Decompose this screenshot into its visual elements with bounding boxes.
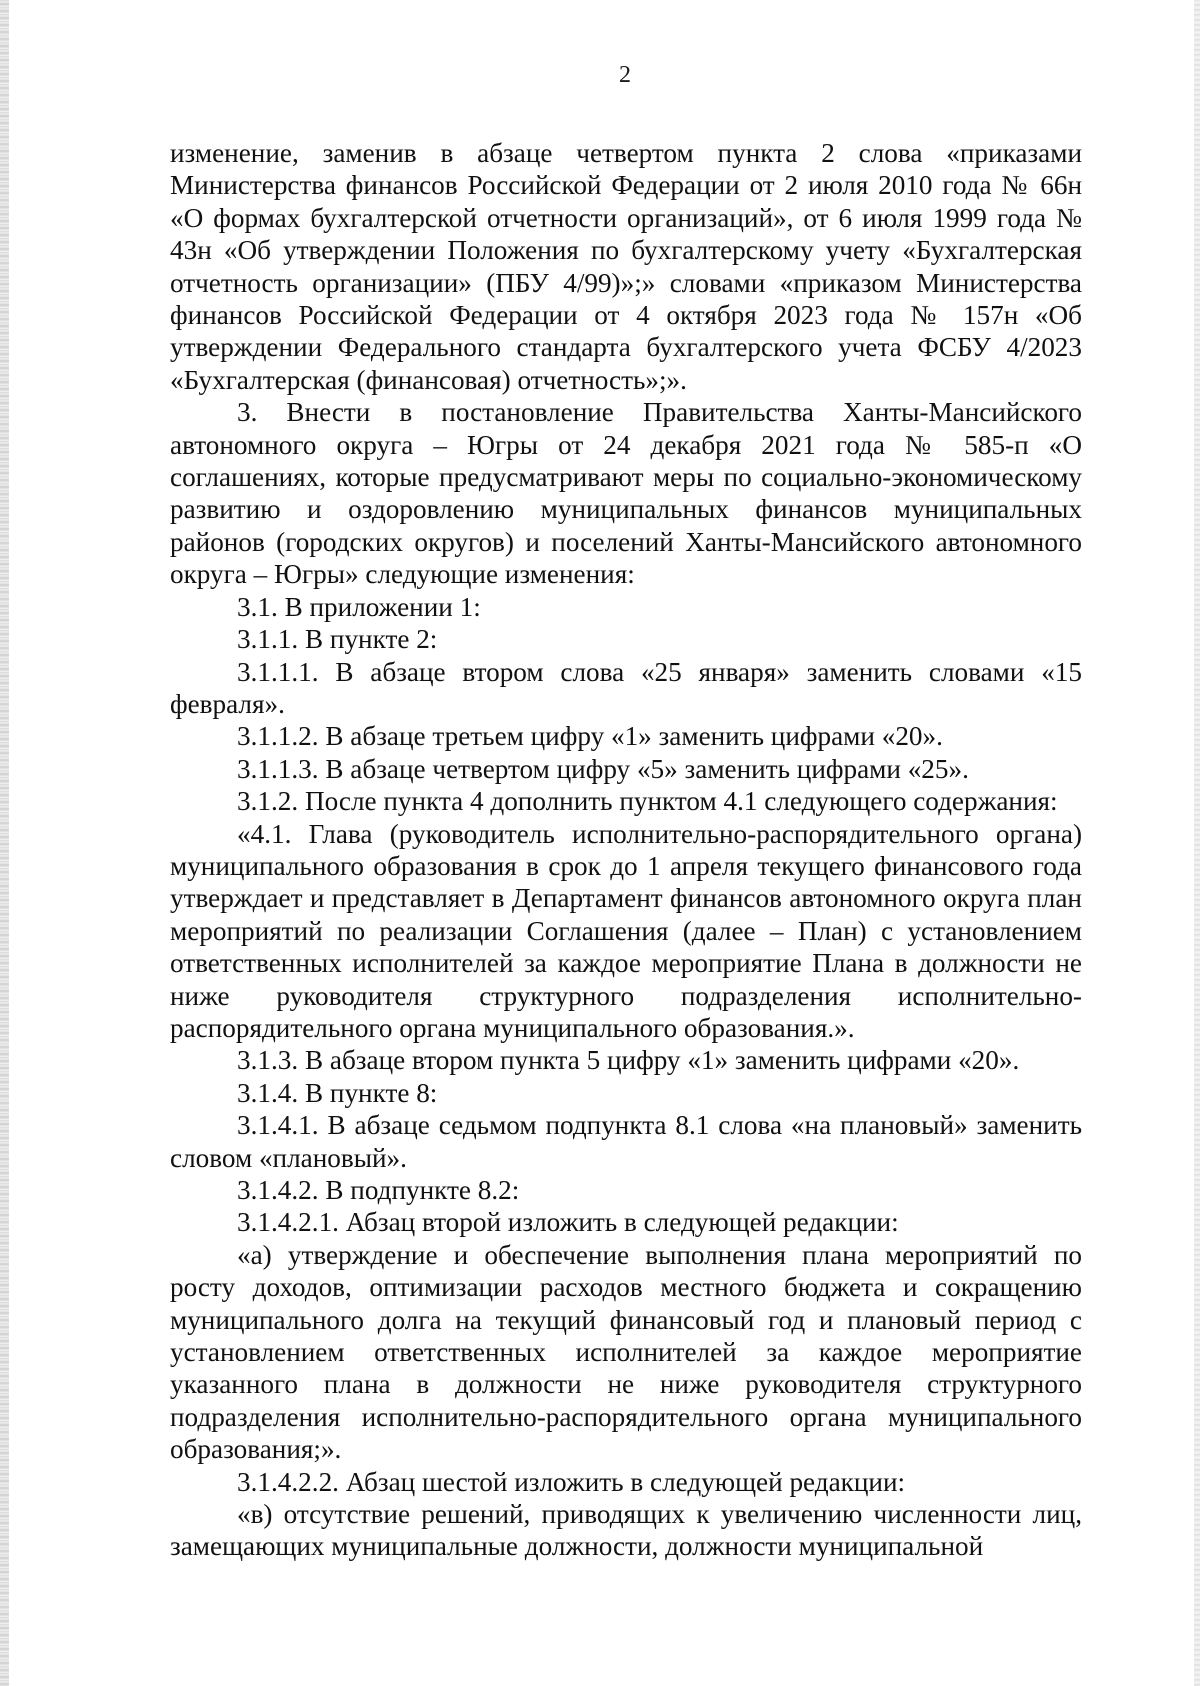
paragraph-item-3-1-4-1: 3.1.4.1. В абзаце седьмом подпункта 8.1 слова «на плановый» заменить словом «плановый».: [170, 1110, 1082, 1173]
document-body: [170, 137, 1082, 1563]
page-number: 2: [619, 62, 631, 88]
paragraph-item-3-1: 3.1. В приложении 1:: [237, 591, 481, 622]
paragraph-continuation: изменение, заменив в абзаце четвертом пункта 2 слова «приказами Министерства финансов Российской Федерации от 2 июля 2010 года № 66н «О формах бухгалтерской отчетности организаций», от 6 июля 1999 года № 43н «Об утверждении Положения по бухгалтерскому учету «Бухгалтерская отчетность организации» (ПБУ 4/99)»;» словами «приказом Министерства финансов Российской Федерации от 4 октября 2023 года № 157н «Об утверждении Федерального стандарта бухгалтерского учета ФСБУ 4/2023 «Бухгалтерская (финансовая) отчетность»;».: [170, 138, 1082, 395]
paragraph-item-3-1-4-2-1: 3.1.4.2.1. Абзац второй изложить в следующей редакции:: [237, 1207, 899, 1238]
paragraph-item-3-1-1-1: 3.1.1.1. В абзаце втором слова «25 января» заменить словами «15 февраля».: [170, 656, 1082, 719]
paragraph-item-3: 3. Внести в постановление Правительства Ханты-Мансийского автономного округа – Югры от 24 декабря 2021 года № 585-п «О соглашениях, которые предусматривают меры по социально-экономическому развитию и оздоровлению муниципальных финансов муниципальных районов (городских округов) и поселений Ханты-Мансийского автономного округа – Югры» следующие изменения:: [170, 397, 1082, 590]
scan-edge-left: [0, 0, 9, 1686]
paragraph-quote-v: «в) отсутствие решений, приводящих к увеличению численности лиц, замещающих муниципальные должности, должности муниципальной: [170, 1499, 1082, 1562]
paragraph-item-3-1-4-2-2: 3.1.4.2.2. Абзац шестой изложить в следующей редакции:: [237, 1466, 906, 1497]
paragraph-item-3-1-3: 3.1.3. В абзаце втором пункта 5 цифру «1» заменить цифрами «20».: [237, 1045, 1020, 1076]
paragraph-item-3-1-4: 3.1.4. В пункте 8:: [237, 1077, 438, 1108]
paragraph-item-3-1-1-3: 3.1.1.3. В абзаце четвертом цифру «5» заменить цифрами «25».: [237, 753, 969, 784]
paragraph-item-3-1-4-2: 3.1.4.2. В подпункте 8.2:: [237, 1175, 520, 1205]
paragraph-item-3-1-1-2: 3.1.1.2. В абзаце третьем цифру «1» заменить цифрами «20».: [237, 721, 943, 752]
paragraph-quote-a: «а) утверждение и обеспечение выполнения плана мероприятий по росту доходов, оптимизации расходов местного бюджета и сокращению муниципального долга на текущий финансовый год и плановый период с установлением ответственных исполнителей за каждое мероприятие указанного плана в должности не ниже руководителя структурного подразделения исполнительно-распорядительного органа муниципального образования;».: [170, 1239, 1082, 1465]
paragraph-item-3-1-1: 3.1.1. В пункте 2:: [237, 624, 438, 655]
scan-edge-right: [1194, 0, 1200, 1686]
paragraph-item-3-1-2: 3.1.2. После пункта 4 дополнить пунктом 4.1 следующего содержания:: [237, 786, 1058, 817]
paragraph-quote-4-1: «4.1. Глава (руководитель исполнительно-распорядительного органа) муниципального образования в срок до 1 апреля текущего финансового года утверждает и представляет в Департамент финансов автономного округа план мероприятий по реализации Соглашения (далее – План) с установлением ответственных исполнителей за каждое мероприятие Плана в должности не ниже руководителя структурного подразделения исполнительно-распорядительного органа муниципального образования.».: [170, 818, 1082, 1043]
